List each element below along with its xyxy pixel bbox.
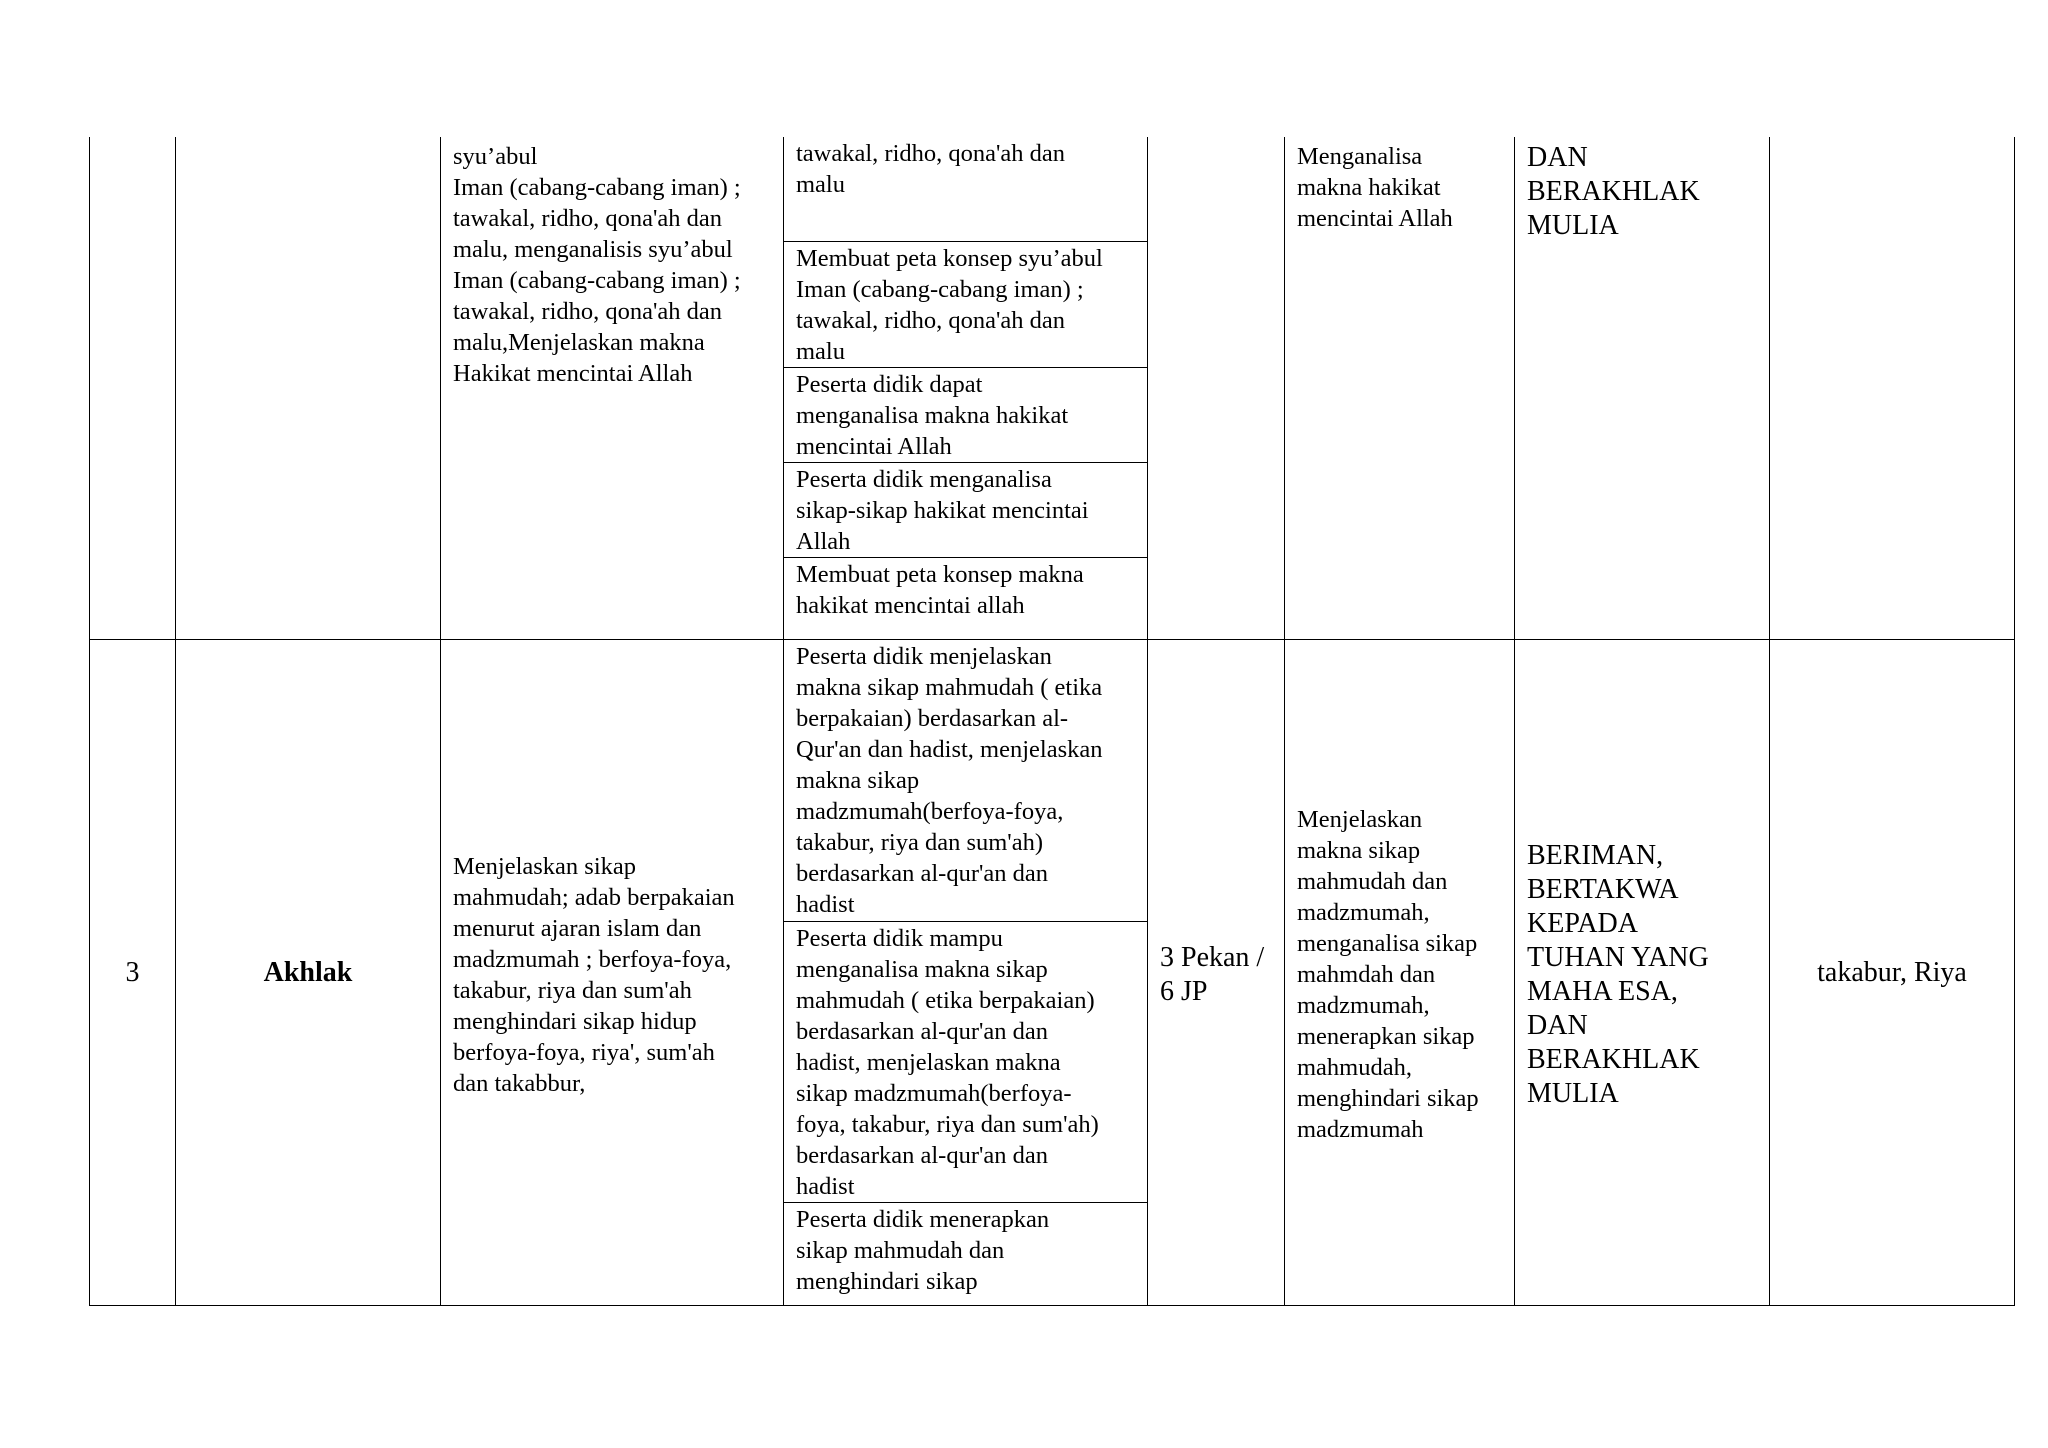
- cell-notes: takabur, Riya: [1770, 640, 2015, 1306]
- indicator-item: Membuat peta konsep makna hakikat mencintai allah: [784, 557, 1147, 639]
- indicator-list: [784, 137, 1147, 639]
- cell-element: Akhlak: [176, 640, 441, 1306]
- cell-objectives: Menjelaskan sikap mahmudah; adab berpakaian menurut ajaran islam dan madzmumah ; berfoya-foya, takabur, riya dan sum'ah menghindari sikap hidup berfoya-foya, riya', sum'ah dan takabbur,: [441, 640, 784, 1306]
- cell-indicators: [784, 137, 1148, 640]
- cell-profile: DAN BERAKHLAK MULIA: [1515, 137, 1770, 640]
- table-row: [90, 640, 2015, 1306]
- cell-time: 3 Pekan / 6 JP: [1148, 640, 1285, 1306]
- cell-number: [90, 137, 176, 640]
- indicator-item: tawakal, ridho, qona'ah dan malu: [796, 140, 1066, 198]
- indicator-item: Peserta didik menganalisa sikap-sikap hakikat mencintai Allah: [784, 462, 1147, 557]
- cell-material: Menjelaskan makna sikap mahmudah dan madzmumah, menganalisa sikap mahmdah dan madzmumah, menerapkan sikap mahmudah, menghindari sikap madzmumah: [1285, 640, 1515, 1306]
- indicator-item: Membuat peta konsep syu’abul Iman (cabang-cabang iman) ; tawakal, ridho, qona'ah dan malu: [784, 241, 1147, 367]
- table-row: [90, 137, 2015, 640]
- cell-material: Menganalisa makna hakikat mencintai Allah: [1285, 137, 1515, 640]
- cell-indicators: [784, 640, 1148, 1306]
- cell-objectives: syu’abul Iman (cabang-cabang iman) ; tawakal, ridho, qona'ah dan malu, menganalisis syu’abul Iman (cabang-cabang iman) ; tawakal, ridho, qona'ah dan malu,Menjelaskan makna Hakikat mencintai Allah: [441, 137, 784, 640]
- indicator-item: Peserta didik mampu menganalisa makna sikap mahmudah ( etika berpakaian) berdasarkan al-qur'an dan hadist, menjelaskan makna sikap madzmumah(berfoya- foya, takabur, riya dan sum'ah) berdasarkan al-qur'an dan hadist: [784, 921, 1147, 1202]
- cell-profile: BERIMAN, BERTAKWA KEPADA TUHAN YANG MAHA ESA, DAN BERAKHLAK MULIA: [1515, 640, 1770, 1306]
- cell-element: [176, 137, 441, 640]
- cell-notes: [1770, 137, 2015, 640]
- curriculum-table: [89, 137, 2015, 1306]
- cell-number: 3: [90, 640, 176, 1306]
- indicator-item: Peserta didik menjelaskan makna sikap mahmudah ( etika berpakaian) berdasarkan al- Qur'an dan hadist, menjelaskan makna sikap madzmumah(berfoya-foya, takabur, riya dan sum'ah) berdasarkan al-qur'an dan hadist: [796, 643, 1103, 918]
- indicator-list: [784, 640, 1147, 1305]
- indicator-item: Peserta didik menerapkan sikap mahmudah dan menghindari sikap: [784, 1202, 1147, 1305]
- indicator-item: Peserta didik dapat menganalisa makna hakikat mencintai Allah: [784, 367, 1147, 462]
- cell-time: [1148, 137, 1285, 640]
